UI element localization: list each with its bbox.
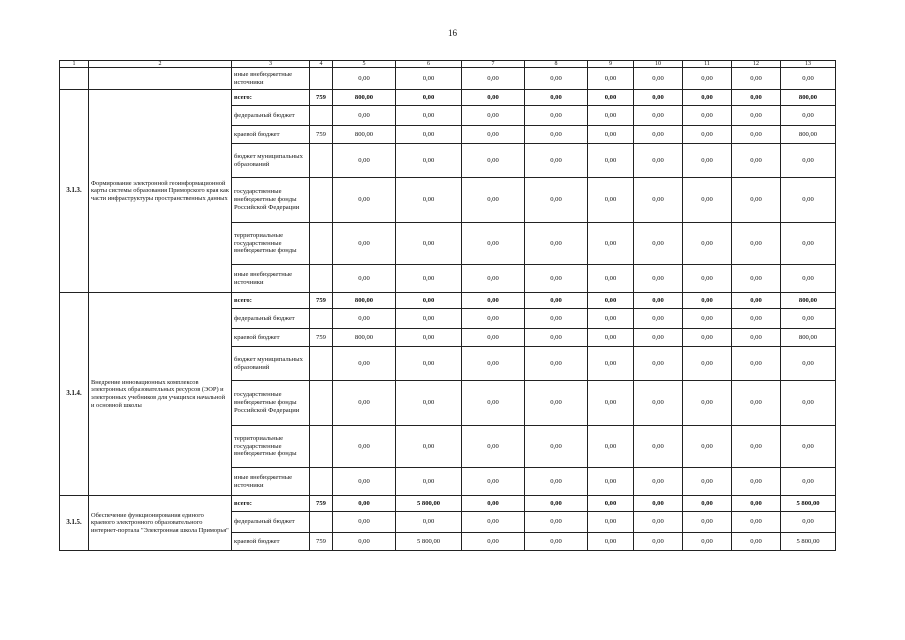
value-cell: 0,00: [683, 468, 732, 496]
funding-source-cell: иные внебюджетные источники: [232, 265, 310, 293]
value-cell: 0,00: [634, 90, 683, 106]
value-cell: 0,00: [634, 68, 683, 90]
funding-source-cell: федеральный бюджет: [232, 106, 310, 126]
value-cell: 800,00: [333, 293, 396, 309]
value-cell: 0,00: [396, 309, 462, 329]
value-cell: 0,00: [588, 265, 634, 293]
value-cell: 0,00: [634, 293, 683, 309]
value-cell: 0,00: [396, 223, 462, 265]
value-cell: 0,00: [462, 293, 525, 309]
value-cell: 0,00: [732, 512, 781, 533]
value-cell: 0,00: [634, 309, 683, 329]
funding-source-cell: иные внебюджетные источники: [232, 468, 310, 496]
value-cell: 0,00: [781, 347, 836, 381]
value-cell: 0,00: [525, 223, 588, 265]
value-cell: 0,00: [634, 468, 683, 496]
table-body: [60, 61, 836, 551]
budget-code-cell: 759: [310, 496, 333, 512]
value-cell: 0,00: [525, 347, 588, 381]
value-cell: 0,00: [634, 381, 683, 426]
value-cell: 0,00: [588, 496, 634, 512]
value-cell: 0,00: [396, 329, 462, 347]
value-cell: 0,00: [525, 309, 588, 329]
value-cell: 0,00: [462, 533, 525, 551]
budget-code-cell: [310, 223, 333, 265]
value-cell: 0,00: [781, 106, 836, 126]
funding-source-cell: всего:: [232, 496, 310, 512]
value-cell: 0,00: [462, 329, 525, 347]
value-cell: 0,00: [588, 381, 634, 426]
funding-source-cell: государственные внебюджетные фонды Российской Федерации: [232, 381, 310, 426]
funding-source-cell: бюджет муниципальных образований: [232, 144, 310, 178]
value-cell: 0,00: [588, 309, 634, 329]
value-cell: 0,00: [333, 106, 396, 126]
value-cell: 0,00: [525, 106, 588, 126]
value-cell: 0,00: [588, 512, 634, 533]
activity-cell: Внедрение инновационных комплексов электронных образовательных ресурсов (ЭОР) и электронных учебников для учащихся начальной и основной школы: [89, 293, 232, 496]
value-cell: 0,00: [683, 381, 732, 426]
value-cell: 0,00: [333, 265, 396, 293]
budget-code-cell: [310, 178, 333, 223]
value-cell: 0,00: [525, 293, 588, 309]
value-cell: 0,00: [525, 126, 588, 144]
funding-source-cell: территориальные государственные внебюджетные фонды: [232, 426, 310, 468]
budget-code-cell: [310, 68, 333, 90]
funding-source-cell: краевой бюджет: [232, 126, 310, 144]
value-cell: 0,00: [525, 144, 588, 178]
value-cell: 0,00: [333, 144, 396, 178]
value-cell: 0,00: [781, 381, 836, 426]
funding-source-cell: краевой бюджет: [232, 329, 310, 347]
value-cell: 0,00: [781, 468, 836, 496]
table-row: [60, 496, 836, 512]
value-cell: 0,00: [396, 293, 462, 309]
value-cell: 0,00: [588, 106, 634, 126]
header-cell: 13: [781, 61, 836, 68]
value-cell: 0,00: [683, 347, 732, 381]
value-cell: 0,00: [683, 68, 732, 90]
header-cell: 5: [333, 61, 396, 68]
value-cell: 0,00: [683, 309, 732, 329]
value-cell: 0,00: [781, 309, 836, 329]
value-cell: 0,00: [588, 126, 634, 144]
budget-code-cell: [310, 426, 333, 468]
value-cell: 0,00: [781, 223, 836, 265]
value-cell: 0,00: [781, 178, 836, 223]
value-cell: 0,00: [732, 126, 781, 144]
value-cell: 0,00: [462, 106, 525, 126]
value-cell: 0,00: [396, 426, 462, 468]
budget-code-cell: 759: [310, 90, 333, 106]
value-cell: 5 800,00: [396, 496, 462, 512]
value-cell: 0,00: [683, 496, 732, 512]
value-cell: 0,00: [588, 144, 634, 178]
header-cell: 9: [588, 61, 634, 68]
funding-source-cell: всего:: [232, 90, 310, 106]
value-cell: 0,00: [396, 381, 462, 426]
value-cell: 0,00: [683, 90, 732, 106]
activity-cell: Обеспечение функционирования единого краевого электронного образовательного интернет-портала "Электронная школа Приморья": [89, 496, 232, 551]
value-cell: 0,00: [732, 533, 781, 551]
value-cell: 0,00: [634, 265, 683, 293]
value-cell: 0,00: [396, 144, 462, 178]
header-cell: 4: [310, 61, 333, 68]
value-cell: 0,00: [588, 68, 634, 90]
value-cell: 0,00: [333, 178, 396, 223]
value-cell: 0,00: [732, 90, 781, 106]
value-cell: 0,00: [634, 533, 683, 551]
value-cell: 0,00: [683, 223, 732, 265]
value-cell: 0,00: [683, 512, 732, 533]
value-cell: 0,00: [525, 68, 588, 90]
value-cell: 0,00: [525, 381, 588, 426]
value-cell: 0,00: [732, 223, 781, 265]
budget-code-cell: [310, 347, 333, 381]
value-cell: 0,00: [634, 426, 683, 468]
header-row: [60, 61, 836, 68]
value-cell: 0,00: [732, 468, 781, 496]
value-cell: 0,00: [525, 265, 588, 293]
value-cell: 0,00: [462, 178, 525, 223]
funding-source-cell: федеральный бюджет: [232, 309, 310, 329]
header-cell: 11: [683, 61, 732, 68]
value-cell: 0,00: [462, 347, 525, 381]
page-number: 16: [448, 28, 457, 38]
value-cell: 0,00: [683, 265, 732, 293]
value-cell: 0,00: [683, 126, 732, 144]
value-cell: 800,00: [781, 293, 836, 309]
value-cell: 0,00: [462, 512, 525, 533]
value-cell: 0,00: [588, 468, 634, 496]
value-cell: 800,00: [781, 126, 836, 144]
header-cell: 3: [232, 61, 310, 68]
value-cell: 0,00: [732, 68, 781, 90]
value-cell: 0,00: [396, 468, 462, 496]
funding-source-cell: иные внебюджетные источники: [232, 68, 310, 90]
budget-code-cell: [310, 512, 333, 533]
value-cell: 0,00: [683, 106, 732, 126]
value-cell: 0,00: [588, 223, 634, 265]
value-cell: 0,00: [634, 144, 683, 178]
value-cell: 0,00: [588, 347, 634, 381]
value-cell: 0,00: [634, 512, 683, 533]
value-cell: 0,00: [781, 265, 836, 293]
value-cell: 0,00: [333, 381, 396, 426]
value-cell: 0,00: [396, 178, 462, 223]
header-cell: 12: [732, 61, 781, 68]
funding-source-cell: государственные внебюджетные фонды Российской Федерации: [232, 178, 310, 223]
value-cell: 0,00: [333, 223, 396, 265]
value-cell: 0,00: [781, 68, 836, 90]
value-cell: 800,00: [333, 126, 396, 144]
value-cell: 0,00: [525, 496, 588, 512]
value-cell: 0,00: [588, 533, 634, 551]
value-cell: 0,00: [396, 512, 462, 533]
funding-source-cell: федеральный бюджет: [232, 512, 310, 533]
budget-code-cell: [310, 144, 333, 178]
budget-code-cell: 759: [310, 126, 333, 144]
value-cell: 0,00: [588, 426, 634, 468]
budget-code-cell: [310, 106, 333, 126]
value-cell: 0,00: [588, 178, 634, 223]
value-cell: 0,00: [732, 178, 781, 223]
value-cell: 0,00: [683, 329, 732, 347]
activity-cell: [89, 68, 232, 90]
value-cell: 0,00: [732, 293, 781, 309]
budget-code-cell: [310, 309, 333, 329]
value-cell: 0,00: [396, 90, 462, 106]
budget-table: [59, 60, 836, 551]
funding-source-cell: всего:: [232, 293, 310, 309]
value-cell: 0,00: [588, 293, 634, 309]
value-cell: 0,00: [462, 309, 525, 329]
table-row: [60, 68, 836, 90]
value-cell: 0,00: [683, 533, 732, 551]
value-cell: 0,00: [683, 426, 732, 468]
value-cell: 0,00: [396, 265, 462, 293]
header-cell: 7: [462, 61, 525, 68]
value-cell: 0,00: [462, 426, 525, 468]
table-row: [60, 293, 836, 309]
value-cell: 0,00: [683, 144, 732, 178]
budget-code-cell: 759: [310, 533, 333, 551]
value-cell: 0,00: [462, 144, 525, 178]
value-cell: 0,00: [732, 106, 781, 126]
budget-code-cell: [310, 468, 333, 496]
value-cell: 0,00: [525, 533, 588, 551]
value-cell: 0,00: [333, 533, 396, 551]
value-cell: 0,00: [333, 468, 396, 496]
value-cell: 0,00: [333, 426, 396, 468]
budget-code-cell: [310, 265, 333, 293]
item-number-cell: 3.1.5.: [60, 496, 89, 551]
value-cell: 0,00: [462, 381, 525, 426]
header-cell: 1: [60, 61, 89, 68]
value-cell: 0,00: [333, 496, 396, 512]
value-cell: 0,00: [781, 512, 836, 533]
value-cell: 0,00: [396, 68, 462, 90]
item-number-cell: [60, 68, 89, 90]
value-cell: 0,00: [462, 468, 525, 496]
value-cell: 0,00: [732, 381, 781, 426]
funding-source-cell: бюджет муниципальных образований: [232, 347, 310, 381]
value-cell: 0,00: [634, 496, 683, 512]
value-cell: 800,00: [333, 329, 396, 347]
value-cell: 0,00: [525, 329, 588, 347]
value-cell: 0,00: [525, 426, 588, 468]
value-cell: 0,00: [634, 126, 683, 144]
value-cell: 0,00: [462, 496, 525, 512]
item-number-cell: 3.1.3.: [60, 90, 89, 293]
value-cell: 0,00: [525, 90, 588, 106]
table-row: [60, 90, 836, 106]
funding-source-cell: территориальные государственные внебюджетные фонды: [232, 223, 310, 265]
value-cell: 0,00: [732, 347, 781, 381]
value-cell: 0,00: [732, 426, 781, 468]
funding-source-cell: краевой бюджет: [232, 533, 310, 551]
value-cell: 0,00: [634, 223, 683, 265]
header-cell: 8: [525, 61, 588, 68]
value-cell: 0,00: [333, 512, 396, 533]
value-cell: 0,00: [462, 90, 525, 106]
value-cell: 0,00: [333, 68, 396, 90]
value-cell: 0,00: [683, 293, 732, 309]
value-cell: 0,00: [462, 126, 525, 144]
value-cell: 0,00: [732, 329, 781, 347]
value-cell: 0,00: [333, 347, 396, 381]
activity-cell: Формирование электронной геоинформационной карты системы образования Приморского края как части инфраструктуры пространственных данных: [89, 90, 232, 293]
value-cell: 0,00: [732, 144, 781, 178]
value-cell: 800,00: [333, 90, 396, 106]
value-cell: 0,00: [525, 178, 588, 223]
value-cell: 5 800,00: [781, 496, 836, 512]
budget-code-cell: 759: [310, 293, 333, 309]
value-cell: 0,00: [634, 178, 683, 223]
value-cell: 0,00: [732, 309, 781, 329]
value-cell: 0,00: [634, 106, 683, 126]
value-cell: 800,00: [781, 90, 836, 106]
value-cell: 0,00: [462, 68, 525, 90]
value-cell: 0,00: [634, 329, 683, 347]
value-cell: 0,00: [732, 265, 781, 293]
value-cell: 800,00: [781, 329, 836, 347]
value-cell: 0,00: [588, 329, 634, 347]
header-cell: 10: [634, 61, 683, 68]
value-cell: 0,00: [396, 347, 462, 381]
value-cell: 0,00: [462, 265, 525, 293]
value-cell: 0,00: [525, 512, 588, 533]
value-cell: 0,00: [781, 144, 836, 178]
value-cell: 5 800,00: [781, 533, 836, 551]
header-cell: 2: [89, 61, 232, 68]
value-cell: 0,00: [781, 426, 836, 468]
value-cell: 0,00: [588, 90, 634, 106]
value-cell: 0,00: [396, 126, 462, 144]
budget-code-cell: [310, 381, 333, 426]
value-cell: 0,00: [732, 496, 781, 512]
item-number-cell: 3.1.4.: [60, 293, 89, 496]
value-cell: 0,00: [634, 347, 683, 381]
value-cell: 5 800,00: [396, 533, 462, 551]
header-cell: 6: [396, 61, 462, 68]
value-cell: 0,00: [525, 468, 588, 496]
value-cell: 0,00: [683, 178, 732, 223]
value-cell: 0,00: [462, 223, 525, 265]
value-cell: 0,00: [396, 106, 462, 126]
value-cell: 0,00: [333, 309, 396, 329]
budget-code-cell: 759: [310, 329, 333, 347]
